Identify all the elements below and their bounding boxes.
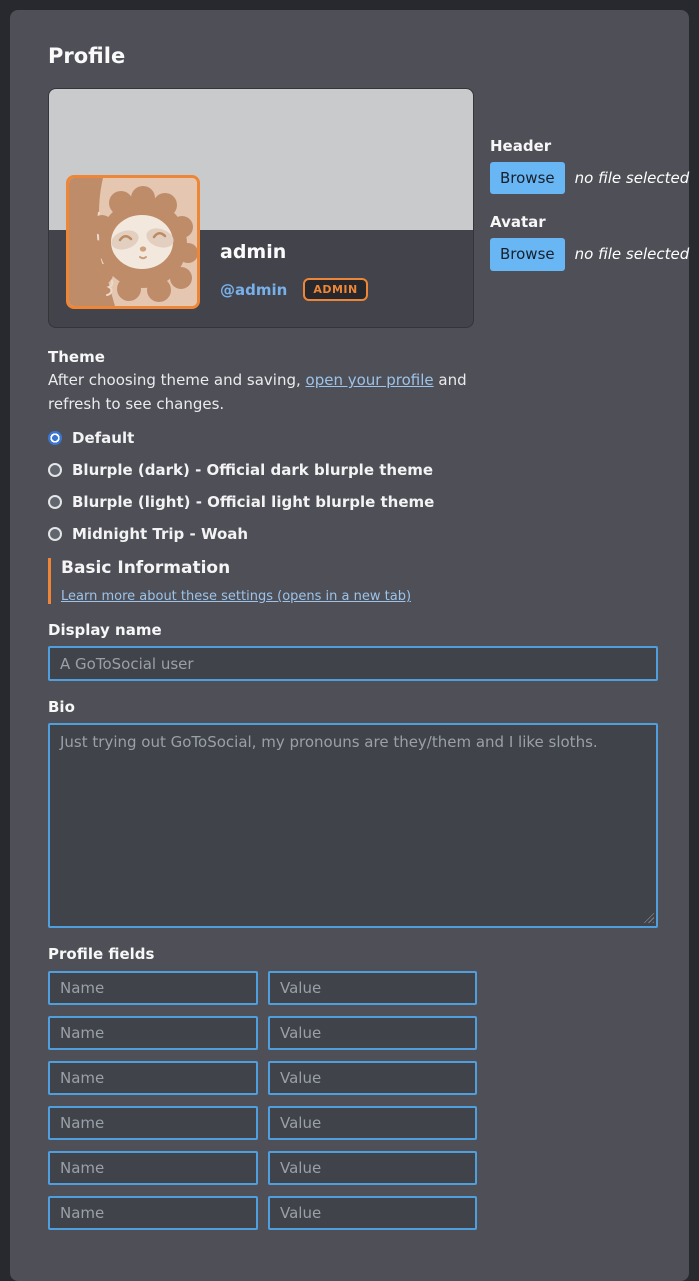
- header-upload-label: Header: [490, 137, 552, 155]
- header-file-status: no file selected: [574, 169, 690, 188]
- profile-fields-label: Profile fields: [48, 945, 155, 963]
- header-upload-group: [490, 137, 689, 194]
- profile-preview-card: [48, 88, 474, 328]
- avatar-preview: [66, 175, 200, 309]
- avatar-upload-label: Avatar: [490, 213, 546, 232]
- field-value-input[interactable]: [268, 1196, 477, 1230]
- radio-icon[interactable]: [48, 527, 62, 541]
- field-name-input[interactable]: [48, 1061, 258, 1095]
- sloth-avatar-icon: [69, 178, 197, 306]
- display-name-field: [48, 621, 658, 681]
- theme-label: Theme: [48, 348, 105, 366]
- radio-icon[interactable]: [48, 463, 62, 477]
- field-value-input[interactable]: [268, 1016, 477, 1050]
- profile-preview-row: [48, 88, 690, 328]
- radio-icon[interactable]: [48, 431, 62, 445]
- profile-field-row: [48, 1106, 658, 1140]
- basic-information-heading: Basic Information: [61, 558, 231, 578]
- avatar-file-status: no file selected: [574, 245, 690, 264]
- bio-field: [48, 698, 658, 928]
- field-name-input[interactable]: [48, 1151, 258, 1185]
- card-name-block: [220, 241, 368, 301]
- learn-more-link[interactable]: Learn more about these settings (opens in a new tab): [61, 589, 412, 604]
- profile-settings-panel: [10, 10, 689, 1281]
- profile-field-row: [48, 1061, 658, 1095]
- card-display-name: admin: [220, 241, 287, 263]
- upload-controls: [490, 88, 689, 290]
- field-value-input[interactable]: [268, 1106, 477, 1140]
- field-value-input[interactable]: [268, 971, 477, 1005]
- bio-label: Bio: [48, 698, 75, 716]
- theme-options: [48, 429, 658, 543]
- bio-textarea[interactable]: [48, 723, 658, 928]
- field-value-input[interactable]: [268, 1151, 477, 1185]
- field-value-input[interactable]: [268, 1061, 477, 1095]
- theme-option-default[interactable]: Default: [48, 429, 658, 447]
- profile-fields-section: [48, 945, 658, 1230]
- profile-field-row: [48, 1016, 658, 1050]
- display-name-label: Display name: [48, 621, 162, 639]
- profile-field-row: [48, 1196, 658, 1230]
- field-name-input[interactable]: [48, 971, 258, 1005]
- avatar-upload-group: [490, 213, 689, 270]
- profile-field-row: [48, 1151, 658, 1185]
- display-name-input[interactable]: [48, 646, 658, 681]
- theme-option-blurple-light[interactable]: Blurple (light) - Official light blurple theme: [48, 493, 658, 511]
- avatar-browse-button[interactable]: Browse: [490, 238, 565, 270]
- basic-information-header: [48, 558, 658, 604]
- profile-field-row: [48, 971, 658, 1005]
- card-username: @admin: [220, 280, 288, 299]
- theme-option-midnight-trip[interactable]: Midnight Trip - Woah: [48, 525, 658, 543]
- admin-role-badge: ADMIN: [303, 278, 367, 301]
- header-browse-button[interactable]: Browse: [490, 162, 565, 194]
- field-name-input[interactable]: [48, 1196, 258, 1230]
- theme-help-text: After choosing theme and saving, open your profile and refresh to see changes.: [48, 371, 467, 413]
- theme-section: [48, 348, 658, 543]
- page-title: Profile: [48, 44, 126, 68]
- field-name-input[interactable]: [48, 1016, 258, 1050]
- radio-icon[interactable]: [48, 495, 62, 509]
- theme-option-blurple-dark[interactable]: Blurple (dark) - Official dark blurple theme: [48, 461, 658, 479]
- profile-fields-grid: [48, 971, 658, 1230]
- open-your-profile-link[interactable]: open your profile: [305, 371, 434, 389]
- field-name-input[interactable]: [48, 1106, 258, 1140]
